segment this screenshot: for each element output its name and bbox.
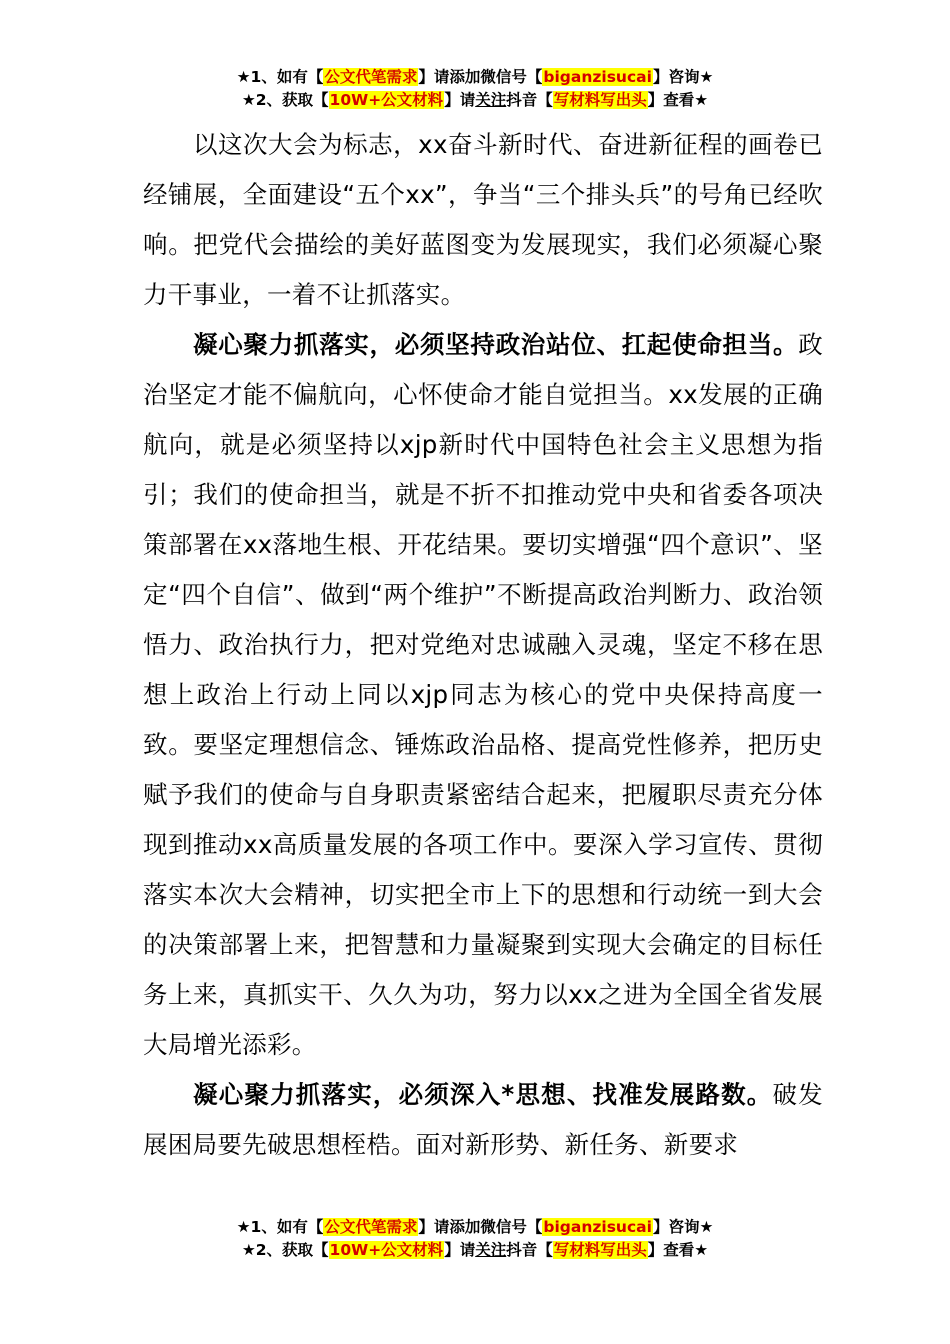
promo-highlight: 公文代笔需求 — [324, 68, 418, 86]
promo-banner-top — [0, 66, 950, 112]
promo-text: 】请添加 — [418, 68, 481, 86]
promo-text: 微信号【 — [480, 1218, 543, 1236]
promo-line-2 — [0, 89, 950, 112]
promo-text: 】咨询★ — [652, 68, 714, 86]
promo-underlined: 关注 — [475, 1241, 507, 1259]
paragraph-2-body: 政治坚定才能不偏航向，心怀使命才能自觉担当。xx发展的正确航向，就是必须坚持以xjp新时代中国特色社会主义思想为指引；我们的使命担当，就是不折不扣推动党中央和省委各项决策部署在xx落地生根、开花结果。要切实增强“四个意识”、坚定“四个自信”、做到“两个维护”不断提高政治判断力、政治领悟力、政治执行力，把对党绝对忠诚融入灵魂，坚定不移在思想上政治上行动上同以xjp同志为核心的党中央保持高度一致。要坚定理想信念、锤炼政治品格、提高党性修养，把历史赋予我们的使命与自身职责紧密结合起来，把履职尽责充分体现到推动xx高质量发展的各项工作中。要深入学习宣传、贯彻落实本次大会精神，切实把全市上下的思想和行动统一到大会的决策部署上来，把智慧和力量凝聚到实现大会确定的目标任务上来，真抓实干、久久为功，努力以xx之进为全国全省发展大局增光添彩。 — [143, 330, 823, 1059]
promo-line-1 — [0, 66, 950, 89]
promo-line-1 — [0, 1216, 950, 1239]
paragraph-2-lead: 凝心聚力抓落实，必须坚持政治站位、扛起使命担当。 — [193, 330, 799, 359]
promo-wechat-id: biganzisucai — [543, 1218, 652, 1236]
paragraph-3 — [143, 1070, 823, 1170]
promo-text: 】请 — [444, 91, 476, 109]
promo-text: 微信号【 — [480, 68, 543, 86]
paragraph-2 — [143, 320, 823, 1070]
document-body — [143, 120, 823, 1170]
promo-underlined: 关注 — [475, 91, 507, 109]
promo-text: ★1、如有【 — [236, 1218, 324, 1236]
paragraph-3-body: 破发展困局要先破思想桎梏。面对新形势、新任务、新要求 — [143, 1080, 823, 1159]
promo-wechat-id: biganzisucai — [543, 68, 652, 86]
promo-highlight: 10W+公文材料 — [329, 1241, 444, 1259]
promo-text: 抖音【 — [506, 1241, 553, 1259]
promo-text: 】查看★ — [647, 91, 709, 109]
promo-text: ★2、获取【 — [241, 1241, 329, 1259]
promo-text: 】查看★ — [647, 1241, 709, 1259]
promo-text: 】请添加 — [418, 1218, 481, 1236]
promo-text: ★1、如有【 — [236, 68, 324, 86]
promo-text: 】请 — [444, 1241, 476, 1259]
promo-banner-bottom — [0, 1216, 950, 1262]
paragraph-3-lead: 凝心聚力抓落实，必须深入*思想、找准发展路数。 — [193, 1080, 773, 1109]
promo-highlight: 公文代笔需求 — [324, 1218, 418, 1236]
paragraph-1: 以这次大会为标志，xx奋斗新时代、奋进新征程的画卷已经铺展，全面建设“五个xx”，争当“三个排头兵”的号角已经吹响。把党代会描绘的美好蓝图变为发展现实，我们必须凝心聚力干事业，一着不让抓落实。 — [143, 130, 823, 309]
promo-douyin-id: 写材料写出头 — [553, 1241, 647, 1259]
promo-line-2 — [0, 1239, 950, 1262]
promo-douyin-id: 写材料写出头 — [553, 91, 647, 109]
promo-text: ★2、获取【 — [241, 91, 329, 109]
promo-text: 】咨询★ — [652, 1218, 714, 1236]
promo-highlight: 10W+公文材料 — [329, 91, 444, 109]
promo-text: 抖音【 — [506, 91, 553, 109]
